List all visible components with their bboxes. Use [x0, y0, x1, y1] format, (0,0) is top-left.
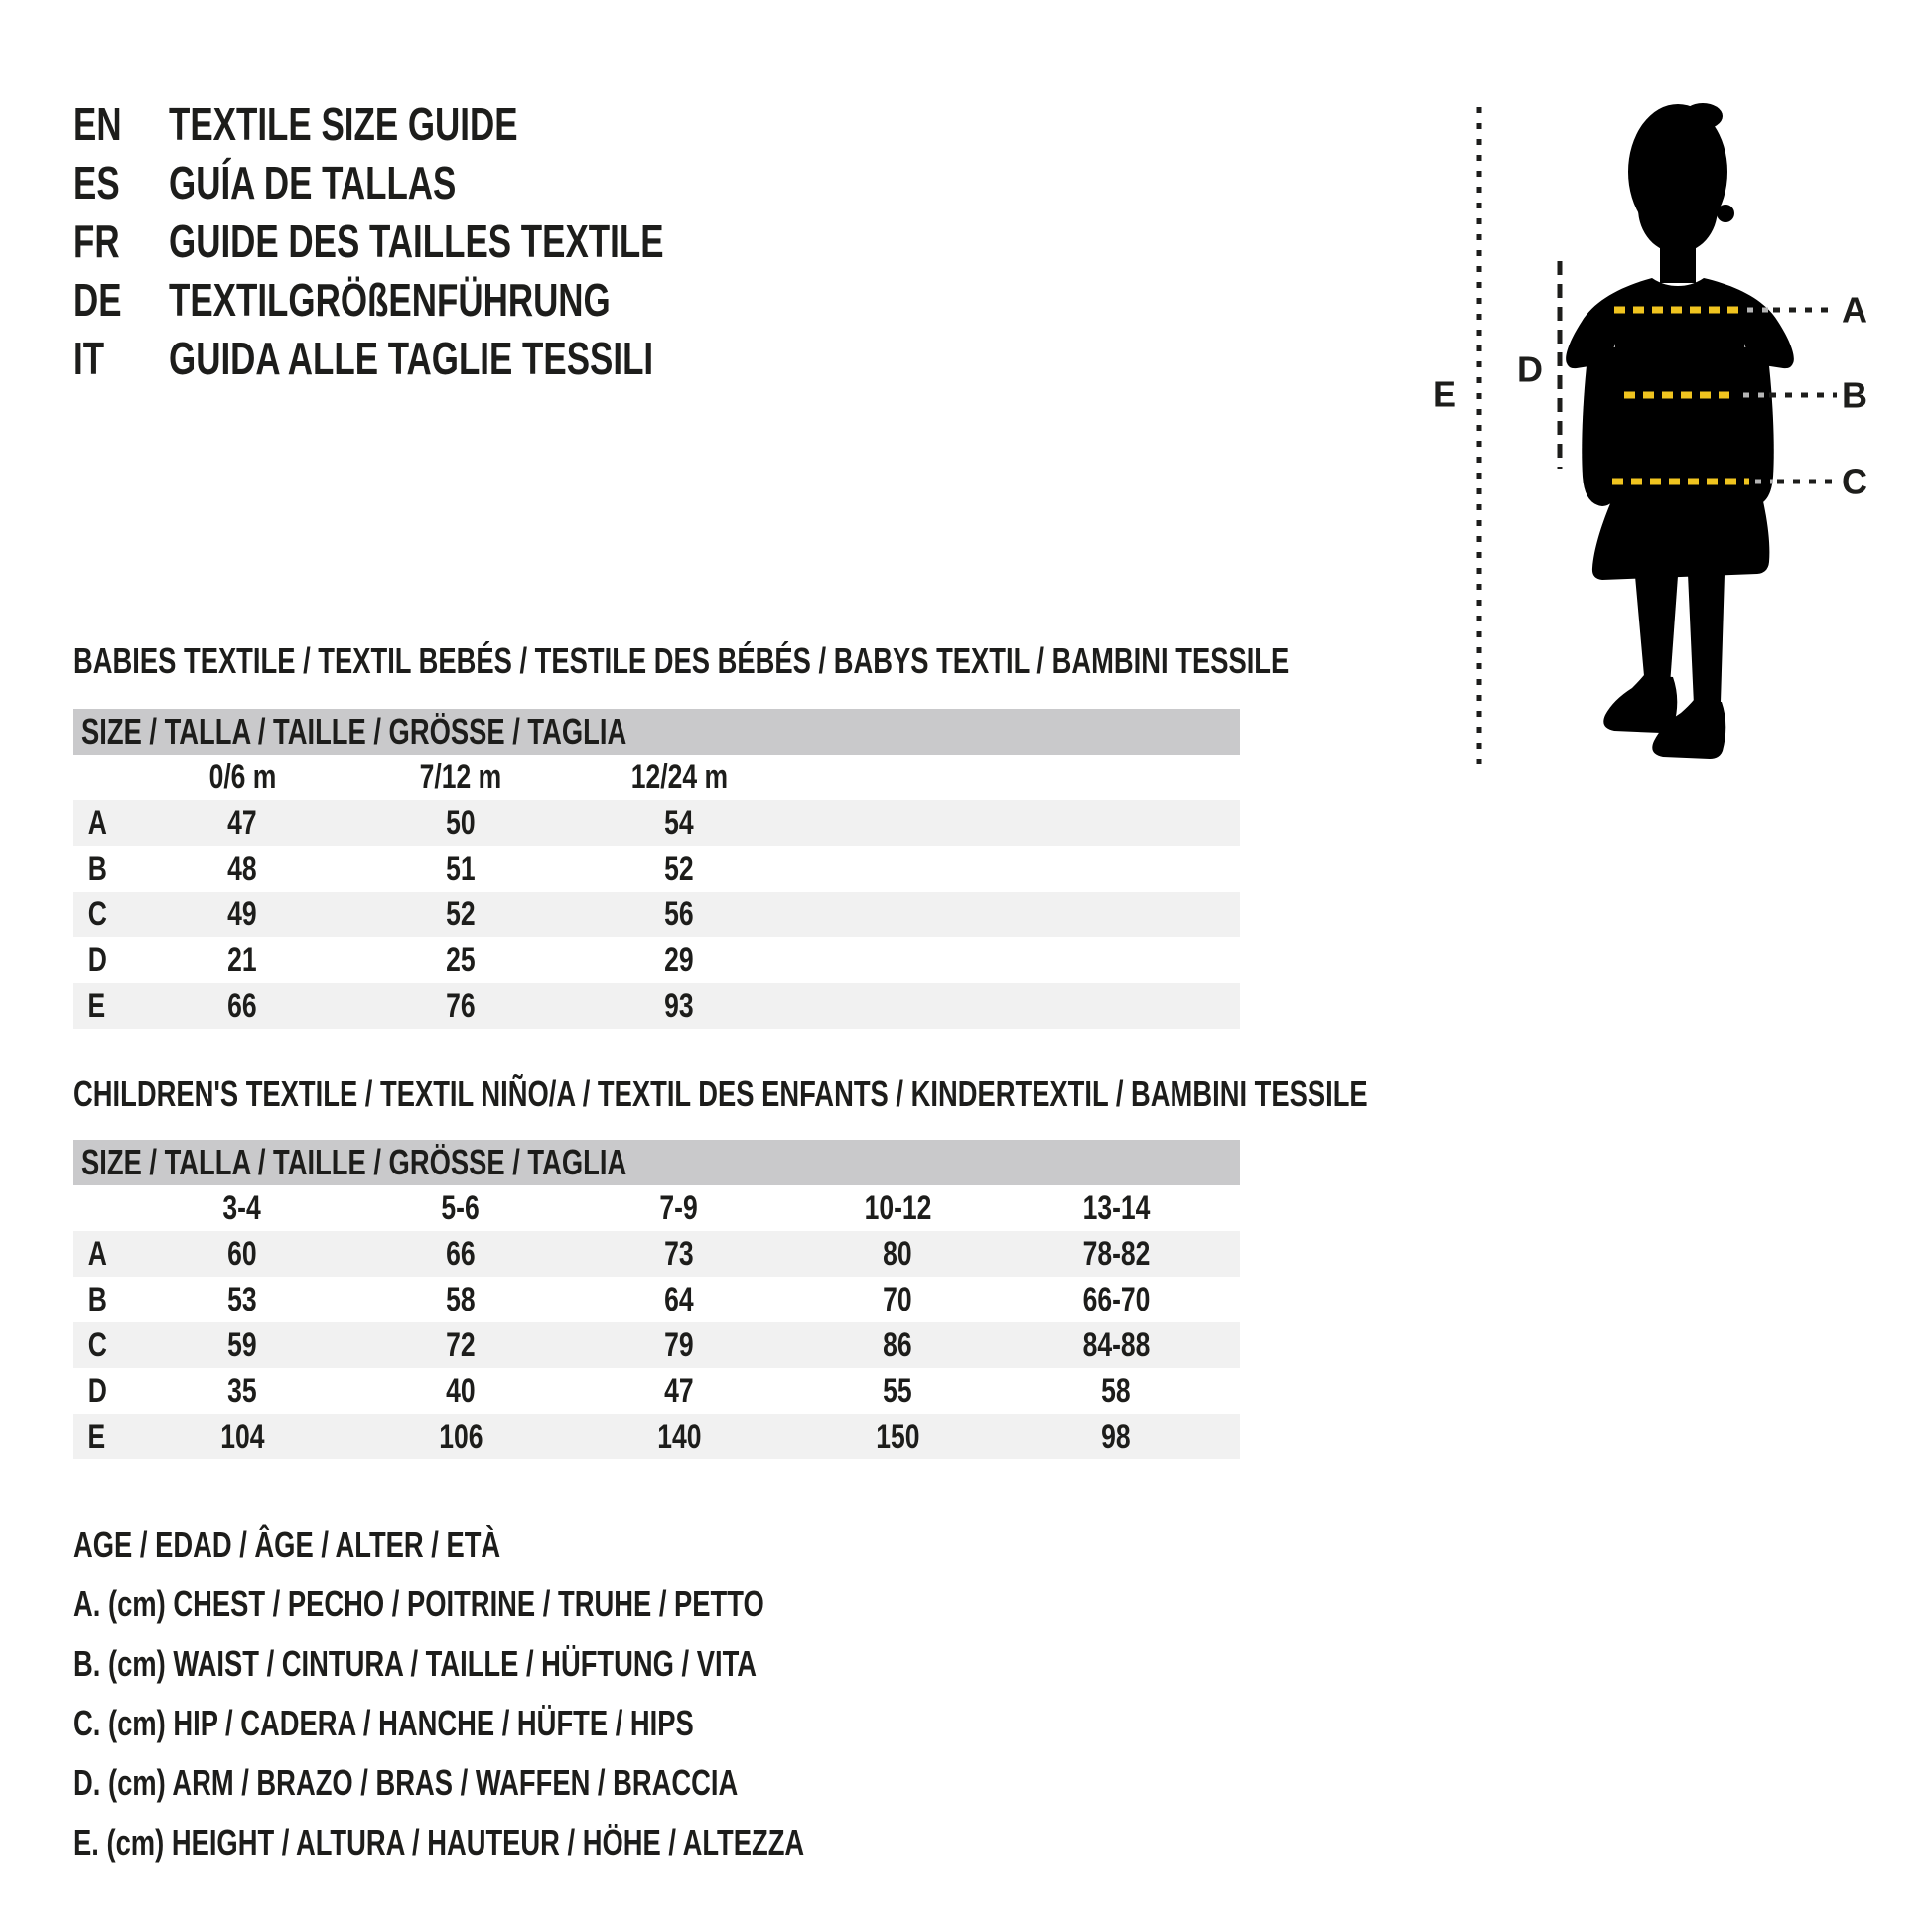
table-value: 47	[664, 1371, 694, 1410]
language-code-es: ES	[73, 156, 120, 208]
table-value: 72	[446, 1325, 476, 1364]
children-size-header-bar: SIZE / TALLA / TAILLE / GRÖSSE / TAGLIA	[73, 1140, 1240, 1185]
language-code-de: DE	[73, 273, 122, 326]
table-value: 47	[227, 803, 257, 842]
babies-column-header: 7/12 m	[419, 758, 502, 796]
table-value: 58	[1101, 1371, 1131, 1410]
row-label: C	[87, 1325, 107, 1364]
guide-title-en: TEXTILE SIZE GUIDE	[169, 97, 518, 150]
babies-size-header-bar: SIZE / TALLA / TAILLE / GRÖSSE / TAGLIA	[73, 709, 1240, 755]
table-value: 50	[446, 803, 476, 842]
table-value: 98	[1101, 1417, 1131, 1455]
table-value: 140	[656, 1417, 702, 1455]
table-value: 79	[664, 1325, 694, 1364]
table-value: 84-88	[1082, 1325, 1150, 1364]
guide-title-fr: GUIDE DES TAILLES TEXTILE	[169, 214, 664, 267]
language-title-block	[73, 94, 820, 387]
babies-table-row-d	[73, 937, 1240, 983]
table-value: 53	[227, 1280, 257, 1318]
guide-title-es: GUÍA DE TALLAS	[169, 156, 457, 208]
babies-column-header: 12/24 m	[630, 758, 728, 796]
children-table-row-b	[73, 1277, 1240, 1322]
language-code-en: EN	[73, 97, 122, 150]
children-column-header-row	[73, 1185, 1240, 1231]
table-value: 21	[227, 940, 257, 979]
figure-label-e: E	[1432, 373, 1457, 415]
table-value: 80	[883, 1234, 912, 1273]
table-value: 35	[227, 1371, 257, 1410]
language-row-de	[73, 270, 820, 329]
table-value: 56	[664, 895, 694, 933]
babies-column-header-row	[73, 755, 1240, 800]
row-label: E	[87, 986, 106, 1025]
guide-title-de: TEXTILGRÖßENFÜHRUNG	[169, 273, 611, 326]
babies-table-row-a	[73, 800, 1240, 846]
table-value: 78-82	[1082, 1234, 1150, 1273]
table-value: 66	[446, 1234, 476, 1273]
language-row-en	[73, 94, 820, 153]
children-table-row-c	[73, 1322, 1240, 1368]
language-row-es	[73, 153, 820, 211]
language-row-it	[73, 329, 820, 387]
children-column-header: 7-9	[659, 1188, 699, 1227]
table-value: 64	[664, 1280, 694, 1318]
children-column-header: 5-6	[441, 1188, 481, 1227]
measurement-legend	[73, 1515, 1035, 1872]
children-table-row-e	[73, 1414, 1240, 1459]
table-value: 55	[883, 1371, 912, 1410]
babies-section-heading: BABIES TEXTILE / TEXTIL BEBÉS / TESTILE DES BÉBÉS / BABYS TEXTIL / BAMBINI TESSILE	[73, 640, 1290, 681]
babies-table-row-b	[73, 846, 1240, 892]
table-value: 51	[446, 849, 476, 888]
table-value: 58	[446, 1280, 476, 1318]
language-code-fr: FR	[73, 214, 120, 267]
table-value: 93	[664, 986, 694, 1025]
children-column-header: 13-14	[1082, 1188, 1150, 1227]
babies-table-row-c	[73, 892, 1240, 937]
children-size-table	[73, 1140, 1240, 1459]
table-value: 70	[883, 1280, 912, 1318]
language-code-it: IT	[73, 332, 105, 384]
row-label: D	[87, 940, 107, 979]
row-label: A	[87, 803, 107, 842]
table-value: 54	[664, 803, 694, 842]
table-value: 25	[446, 940, 476, 979]
row-label: E	[87, 1417, 106, 1455]
figure-label-b: B	[1842, 374, 1867, 416]
guide-title-it: GUIDA ALLE TAGLIE TESSILI	[169, 332, 654, 384]
table-value: 48	[227, 849, 257, 888]
row-label: B	[87, 849, 107, 888]
row-label: A	[87, 1234, 107, 1273]
language-row-fr	[73, 211, 820, 270]
table-value: 73	[664, 1234, 694, 1273]
row-label: D	[87, 1371, 107, 1410]
table-value: 76	[446, 986, 476, 1025]
table-value: 40	[446, 1371, 476, 1410]
legend-line-height: E. (cm) HEIGHT / ALTURA / HAUTEUR / HÖHE / ALTEZZA	[73, 1822, 805, 1863]
legend-line-waist: B. (cm) WAIST / CINTURA / TAILLE / HÜFTUNG / VITA	[73, 1643, 758, 1684]
table-value: 49	[227, 895, 257, 933]
figure-label-d: D	[1517, 348, 1543, 390]
table-value: 86	[883, 1325, 912, 1364]
babies-size-table	[73, 709, 1240, 1029]
table-value: 104	[219, 1417, 265, 1455]
legend-line-hip: C. (cm) HIP / CADERA / HANCHE / HÜFTE / HIPS	[73, 1703, 694, 1743]
table-value: 52	[446, 895, 476, 933]
children-section-heading: CHILDREN'S TEXTILE / TEXTIL NIÑO/A / TEXTIL DES ENFANTS / KINDERTEXTIL / BAMBINI TESSILE	[73, 1073, 1368, 1114]
table-value: 66-70	[1082, 1280, 1150, 1318]
row-label: B	[87, 1280, 107, 1318]
legend-line-chest: A. (cm) CHEST / PECHO / POITRINE / TRUHE / PETTO	[73, 1584, 764, 1624]
children-table-row-a	[73, 1231, 1240, 1277]
table-value: 60	[227, 1234, 257, 1273]
figure-label-c: C	[1842, 461, 1867, 502]
children-column-header: 10-12	[864, 1188, 931, 1227]
table-value: 150	[875, 1417, 920, 1455]
babies-column-header: 0/6 m	[208, 758, 276, 796]
row-label: C	[87, 895, 107, 933]
legend-line-arm: D. (cm) ARM / BRAZO / BRAS / WAFFEN / BRACCIA	[73, 1762, 739, 1803]
figure-label-a: A	[1842, 289, 1867, 331]
children-table-row-d	[73, 1368, 1240, 1414]
table-value: 106	[438, 1417, 483, 1455]
legend-line-age: AGE / EDAD / ÂGE / ALTER / ETÀ	[73, 1524, 501, 1565]
children-column-header: 3-4	[222, 1188, 262, 1227]
table-value: 52	[664, 849, 694, 888]
table-value: 66	[227, 986, 257, 1025]
table-value: 29	[664, 940, 694, 979]
babies-table-row-e	[73, 983, 1240, 1029]
table-value: 59	[227, 1325, 257, 1364]
